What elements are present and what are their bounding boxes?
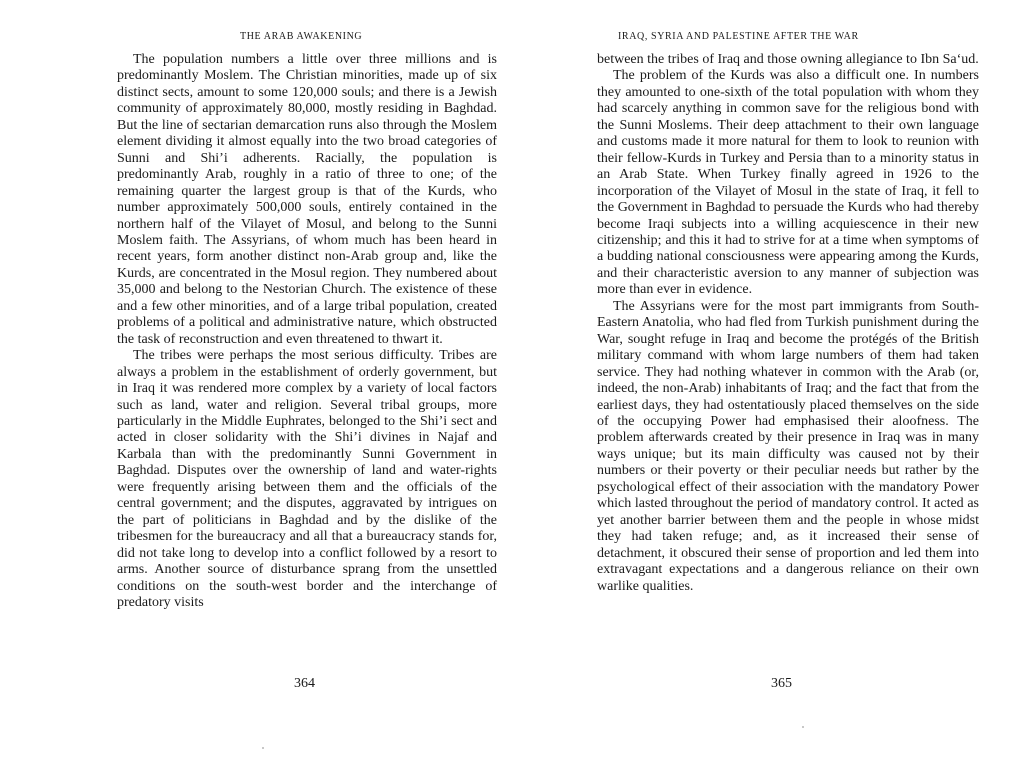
left-body-text: [117, 52, 497, 611]
left-running-head: THE ARAB AWAKENING: [240, 31, 363, 42]
right-running-head: IRAQ, SYRIA AND PALESTINE AFTER THE WAR: [618, 31, 859, 42]
right-page: [515, 0, 1030, 766]
scan-speck: [802, 726, 804, 728]
right-body-text: [597, 52, 979, 595]
right-paragraph-kurds: The problem of the Kurds was also a difficult one. In numbers they amounted to one-sixth of the total population with whom they had scarcely anything in common save for the religious bond with the Sunni Moslems. Their deep attachment to their own language and customs made it more natural for them to look to reunion with their fellow-Kurds in Turkey and Persia than to a minority status in an Arab State. When Turkey finally agreed in 1926 to the incorporation of the Vilayet of Mosul in the state of Iraq, it fell to the Government in Baghdad to persuade the Kurds who had thereby become Iraqi subjects into a willing acquiescence in their new citizenship; and this it had to strive for at a time when symptoms of a budding national consciousness were appearing among the Kurds, and their characteristic aversion to any manner of subjection was more than ever in evidence.: [597, 68, 979, 298]
right-paragraph-assyrians: The Assyrians were for the most part immigrants from South-Eastern Anatolia, who had fled from Turkish punishment during the War, sought refuge in Iraq and become the protégés of the British military command with whom large numbers of them had taken service. They had nothing whatever in common with the Arab (or, indeed, the non-Arab) inhabitants of Iraq; and the fact that from the earliest days, they had ostentatiously placed themselves on the side of the occupying Power had emphasised their aloofness. The problem afterwards created by their presence in Iraq was in many ways unique; but its main difficulty was caused not by their numbers or their poverty or their peculiar needs but rather by the psychological effect of their association with the mandatory Power which lasted throughout the period of mandatory control. It acted as yet another barrier between them and the people in whose midst they had taken refuge; and, as it increased their sense of detachment, it obscured their sense of proportion and led them into extravagant expectations and a dangerous reliance on their own warlike qualities.: [597, 298, 979, 594]
right-page-number: 365: [771, 676, 792, 691]
left-paragraph-1: The population numbers a little over three millions and is predominantly Moslem. The Christian minorities, made up of six distinct sects, amount to some 120,000 souls; and there is a Jewish community of approximately 80,000, mostly residing in Baghdad. But the line of sectarian demarcation runs also through the Moslem element dividing it almost equally into the two broad categories of Sunni and Shi’i adherents. Racially, the population is predominantly Arab, roughly in a ratio of three to one; of the remaining quarter the largest group is that of the Kurds, who number approximately 500,000 souls, entirely contained in the northern half of the Vilayet of Mosul, and belong to the Sunni Moslem faith. The Assyrians, of whom much has been heard in recent years, form another distinct non-Arab group and, like the Kurds, are concentrated in the Mosul region. They numbered about 35,000 and belong to the Nestorian Church. The existence of these and a few other minorities, and of a large tribal population, created problems of a political and administrative nature, which obstructed the task of reconstruction and even threatened to thwart it.: [117, 52, 497, 347]
left-paragraph-2: The tribes were perhaps the most serious difficulty. Tribes are always a problem in the establishment of orderly government, but in Iraq it was rendered more complex by a variety of local factors such as land, water and religion. Several tribal groups, more particularly in the Middle Euphrates, belonged to the Shi’i sect and acted in closer solidarity with the Shi’i divines in Najaf and Karbala than with the predominantly Sunni Government in Baghdad. Disputes over the ownership of land and water-rights were frequently arising between them and the officials of the central government; and the disputes, aggravated by intrigues on the part of politicians in Baghdad and by the dislike of the tribesmen for the bureaucracy and all that a bureaucracy stands for, did not take long to develop into a conflict followed by a resort to arms. Another source of disturbance sprang from the unsettled conditions on the south-west border and the interchange of predatory visits: [117, 348, 497, 610]
right-paragraph-continued: between the tribes of Iraq and those owning allegiance to Ibn Sa‘ud.: [597, 52, 979, 67]
scan-speck: [262, 747, 264, 749]
left-page-number: 364: [294, 676, 315, 691]
